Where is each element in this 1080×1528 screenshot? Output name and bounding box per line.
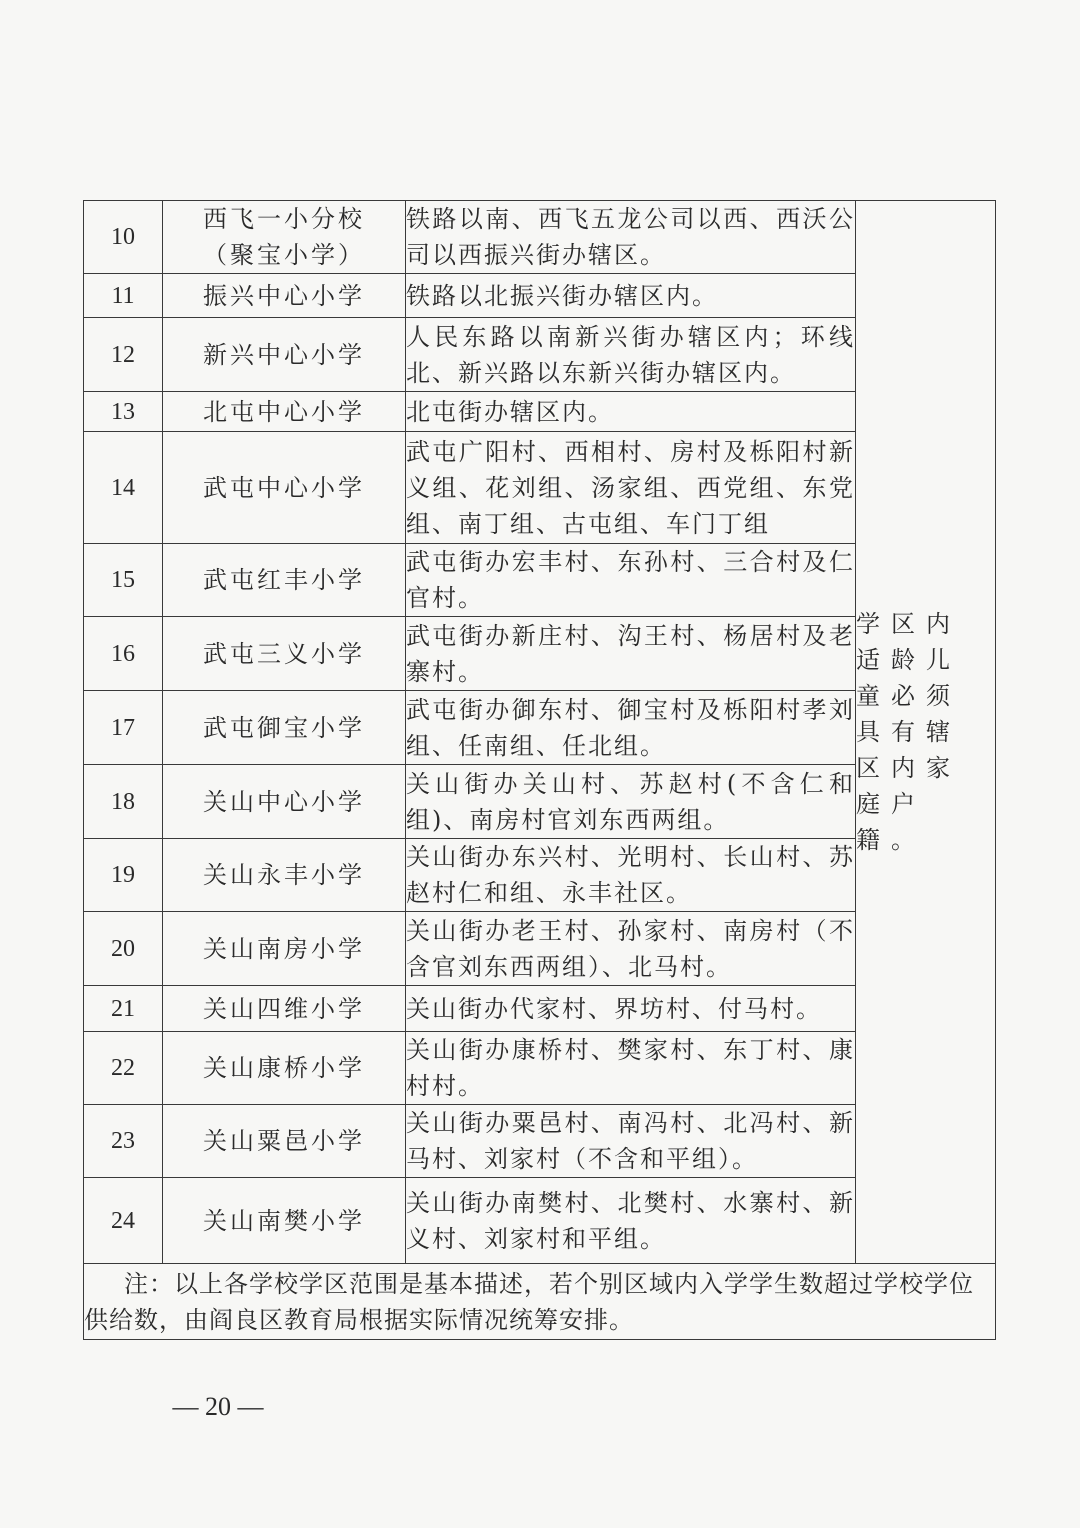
footer-note-text: 注：以上各学校学区范围是基本描述，若个别区域内入学学生数超过学校学位供给数，由阎良区教育局根据实际情况统筹安排。 — [84, 1269, 974, 1334]
row-number: 17 — [84, 691, 163, 765]
school-name: 关山康桥小学 — [163, 1032, 406, 1105]
district-area: 关山街办关山村、苏赵村(不含仁和组)、南房村官刘东西两组。 — [406, 765, 856, 839]
row-number: 11 — [84, 274, 163, 318]
school-name: 关山中心小学 — [163, 765, 406, 839]
school-name: 武屯红丰小学 — [163, 544, 406, 617]
district-area: 武屯街办宏丰村、东孙村、三合村及仁官村。 — [406, 544, 856, 617]
school-name — [163, 201, 406, 274]
school-name-line: 西飞一小分校 — [203, 205, 365, 233]
district-area: 关山街办粟邑村、南冯村、北冯村、新马村、刘家村（不含和平组）。 — [406, 1105, 856, 1178]
row-number: 23 — [84, 1105, 163, 1178]
row-number: 16 — [84, 617, 163, 691]
school-name: 振兴中心小学 — [163, 274, 406, 318]
school-name: 武屯御宝小学 — [163, 691, 406, 765]
school-name: 关山四维小学 — [163, 986, 406, 1032]
row-number: 20 — [84, 912, 163, 986]
school-name: 关山永丰小学 — [163, 839, 406, 912]
district-area: 关山街办老王村、孙家村、南房村（不含官刘东西两组）、北马村。 — [406, 912, 856, 986]
district-area: 北屯街办辖区内。 — [406, 392, 856, 432]
school-name: 武屯中心小学 — [163, 432, 406, 544]
row-number: 12 — [84, 318, 163, 392]
school-name: 武屯三义小学 — [163, 617, 406, 691]
row-number: 22 — [84, 1032, 163, 1105]
district-area: 铁路以北振兴街办辖区内。 — [406, 274, 856, 318]
school-district-table — [83, 200, 996, 1340]
row-number: 13 — [84, 392, 163, 432]
school-name: 关山粟邑小学 — [163, 1105, 406, 1178]
row-number: 14 — [84, 432, 163, 544]
district-area: 武屯街办御东村、御宝村及栎阳村孝刘组、任南组、任北组。 — [406, 691, 856, 765]
row-number: 15 — [84, 544, 163, 617]
row-number: 18 — [84, 765, 163, 839]
row-number: 24 — [84, 1178, 163, 1264]
household-registration-note: 学区内适龄儿童必须具有辖区内家庭户籍。 — [856, 201, 996, 1264]
district-area: 关山街办代家村、界坊村、付马村。 — [406, 986, 856, 1032]
district-area: 关山街办东兴村、光明村、长山村、苏赵村仁和组、永丰社区。 — [406, 839, 856, 912]
district-area: 武屯街办新庄村、沟王村、杨居村及老寨村。 — [406, 617, 856, 691]
row-number: 19 — [84, 839, 163, 912]
school-name: 关山南樊小学 — [163, 1178, 406, 1264]
district-area: 铁路以南、西飞五龙公司以西、西沃公司以西振兴街办辖区。 — [406, 201, 856, 274]
school-name: 新兴中心小学 — [163, 318, 406, 392]
district-area: 关山街办南樊村、北樊村、水寨村、新义村、刘家村和平组。 — [406, 1178, 856, 1264]
row-number: 21 — [84, 986, 163, 1032]
page-number: — 20 — — [172, 1392, 264, 1421]
district-area: 关山街办康桥村、樊家村、东丁村、康村村。 — [406, 1032, 856, 1105]
school-name-line: （聚宝小学） — [203, 241, 365, 269]
school-name: 关山南房小学 — [163, 912, 406, 986]
district-area: 人民东路以南新兴街办辖区内；环线北、新兴路以东新兴街办辖区内。 — [406, 318, 856, 392]
table-footer-row — [84, 1264, 996, 1340]
footer-note — [84, 1264, 996, 1340]
district-area: 武屯广阳村、西相村、房村及栎阳村新义组、花刘组、汤家组、西党组、东党组、南丁组、古屯组、车门丁组 — [406, 432, 856, 544]
row-number: 10 — [84, 201, 163, 274]
table-row — [84, 201, 996, 274]
school-name: 北屯中心小学 — [163, 392, 406, 432]
